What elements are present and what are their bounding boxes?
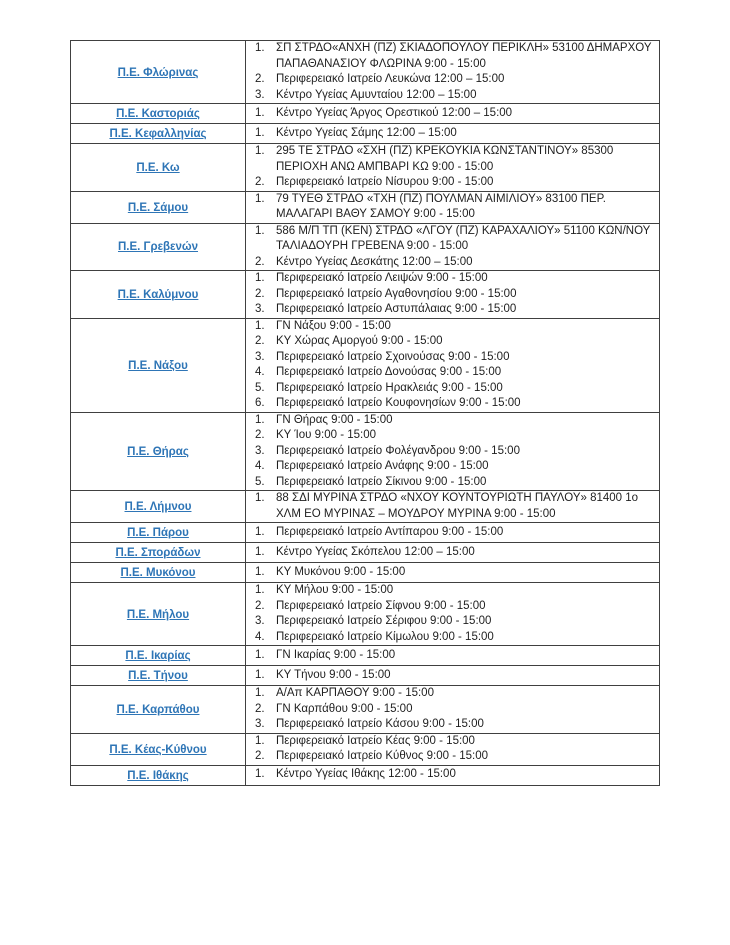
facility-item: ΓΝ Νάξου 9:00 - 15:00 (276, 319, 391, 332)
table-row (71, 733, 660, 765)
region-link[interactable]: Π.Ε. Νάξου (128, 359, 188, 372)
facility-item: ΚΥ Χώρας Αμοργού 9:00 - 15:00 (276, 335, 443, 347)
table-row (71, 543, 660, 563)
table-row (71, 646, 660, 666)
facility-item: Περιφερειακό Ιατρείο Σίφνου 9:00 - 15:00 (276, 599, 486, 612)
table-row (71, 686, 660, 734)
region-cell (71, 124, 246, 144)
facility-item: Κέντρο Υγείας Άργος Ορεστικού 12:00 – 15:00 (276, 106, 513, 119)
region-cell (71, 686, 246, 734)
facility-list-cell (246, 686, 660, 734)
region-link[interactable]: Π.Ε. Γρεβενών (117, 241, 199, 254)
region-link[interactable]: Π.Ε. Πάρου (127, 527, 189, 539)
region-link[interactable]: Π.Ε. Καλύμνου (117, 288, 199, 301)
facility-list-cell (246, 223, 660, 271)
region-cell (71, 271, 246, 319)
table-row (71, 523, 660, 543)
table-row (71, 271, 660, 319)
facility-item: Περιφερειακό Ιατρείο Κουφονησίων 9:00 - 15:00 (276, 397, 521, 409)
region-cell (71, 491, 246, 523)
facility-item: Περιφερειακό Ιατρείο Φολέγανδρου 9:00 - 15:00 (276, 444, 520, 457)
region-link[interactable]: Π.Ε. Θήρας (127, 445, 189, 458)
facility-item: Περιφερειακό Ιατρείο Αγαθονησίου 9:00 - 15:00 (276, 287, 517, 300)
region-link[interactable]: Π.Ε. Ιθάκης (127, 769, 189, 782)
region-cell (71, 646, 246, 666)
region-cell (71, 144, 246, 192)
facility-list-cell (246, 41, 660, 104)
facility-item: 295 ΤΕ ΣΤΡΔΟ «ΣΧΗ (ΠΖ) ΚΡΕΚΟΥΚΙΑ ΚΩΝΣΤΑΝΤΙΝΟΥ» 85300 ΠΕΡΙΟΧΗ ΑΝΩ ΑΜΠΒΑΡΙ ΚΩ 9:00 - 15:00 (276, 145, 614, 173)
facility-list-cell (246, 646, 660, 666)
table-row (71, 223, 660, 271)
facility-list-cell (246, 491, 660, 523)
facility-item: Περιφερειακό Ιατρείο Κέας 9:00 - 15:00 (276, 734, 475, 747)
table-row (71, 666, 660, 686)
facility-list (246, 106, 659, 122)
facility-list-cell (246, 271, 660, 319)
table-row (71, 318, 660, 412)
region-link[interactable]: Π.Ε. Τήνου (128, 670, 188, 682)
facility-item: Α/Απ ΚΑΡΠΑΘΟΥ 9:00 - 15:00 (276, 687, 434, 699)
facility-list (246, 144, 659, 191)
region-link[interactable]: Π.Ε. Μυκόνου (120, 567, 196, 579)
facility-list-cell (246, 563, 660, 583)
region-link[interactable]: Π.Ε. Καστοριάς (116, 108, 200, 120)
table-row (71, 104, 660, 124)
facility-list-cell (246, 765, 660, 785)
facility-list-cell (246, 543, 660, 563)
region-link[interactable]: Π.Ε. Σάμου (127, 201, 189, 214)
region-link[interactable]: Π.Ε. Κω (136, 161, 180, 174)
facility-list-cell (246, 124, 660, 144)
facility-item: Περιφερειακό Ιατρείο Αντίπαρου 9:00 - 15:00 (276, 525, 504, 538)
region-cell (71, 583, 246, 646)
facility-list (246, 525, 659, 541)
facility-item: 88 ΣΔΙ ΜΥΡΙΝΑ ΣΤΡΔΟ «ΝΧΟΥ ΚΟΥΝΤΟΥΡΙΩΤΗ ΠΑΥΛΟΥ» 81400 1ο ΧΛΜ ΕΟ ΜΥΡΙΝΑΣ – ΜΟΥΔΡΟΥ ΜΥΡΙΝΑ 9:00 - 15:00 (276, 492, 639, 520)
facility-item: Κέντρο Υγείας Ιθάκης 12:00 - 15:00 (276, 768, 456, 781)
facility-item: ΚΥ Τήνου 9:00 - 15:00 (276, 668, 391, 681)
region-link[interactable]: Π.Ε. Λήμνου (124, 501, 192, 513)
table-row (71, 191, 660, 223)
facility-list (246, 545, 659, 561)
region-cell (71, 523, 246, 543)
facility-item: Περιφερειακό Ιατρείο Λευκώνα 12:00 – 15:00 (276, 73, 505, 85)
region-link[interactable]: Π.Ε. Καρπάθου (116, 703, 200, 716)
facility-list-cell (246, 104, 660, 124)
table-row (71, 412, 660, 491)
facility-item: Περιφερειακό Ιατρείο Ηρακλειάς 9:00 - 15:00 (276, 381, 503, 394)
region-link[interactable]: Π.Ε. Μήλου (126, 608, 190, 621)
facility-list-cell (246, 144, 660, 192)
facility-list (246, 767, 659, 783)
region-link[interactable]: Π.Ε. Ικαρίας (125, 650, 191, 662)
facility-list-cell (246, 733, 660, 765)
facility-item: Περιφερειακό Ιατρείο Σχοινούσας 9:00 - 15:00 (276, 350, 510, 363)
facility-list (246, 192, 659, 223)
facility-list-cell (246, 523, 660, 543)
facility-list (246, 413, 659, 491)
region-cell (71, 563, 246, 583)
facility-item: Περιφερειακό Ιατρείο Νίσυρου 9:00 - 15:00 (276, 176, 494, 188)
facility-list (246, 583, 659, 645)
facility-item: ΣΠ ΣΤΡΔΟ«ΑΝΧΗ (ΠΖ) ΣΚΙΑΔΟΠΟΥΛΟΥ ΠΕΡΙΚΛΗ» 53100 ΔΗΜΑΡΧΟΥ ΠΑΠΑΘΑΝΑΣΙΟΥ ΦΛΩΡΙΝΑ 9:00 - 15:00 (276, 42, 652, 70)
table-row (71, 144, 660, 192)
facility-item: Κέντρο Υγείας Σάμης 12:00 – 15:00 (276, 126, 457, 139)
facility-item: 586 Μ/Π ΤΠ (ΚΕΝ) ΣΤΡΔΟ «ΛΓΟΥ (ΠΖ) ΚΑΡΑΧΑΛΙΟΥ» 51100 ΚΩΝ/ΝΟΥ ΤΑΛΙΑΔΟΥΡΗ ΓΡΕΒΕΝΑ 9:00 - 15:00 (276, 224, 651, 252)
facility-list (246, 491, 659, 522)
table-row (71, 124, 660, 144)
facility-list (246, 648, 659, 664)
facility-item: 79 ΤΥΕΘ ΣΤΡΔΟ «ΤΧΗ (ΠΖ) ΠΟΥΛΜΑΝ ΑΙΜΙΛΙΟΥ» 83100 ΠΕΡ. ΜΑΛΑΓΑΡΙ ΒΑΘΥ ΣΑΜΟΥ 9:00 - 15:00 (276, 192, 606, 220)
facility-item: Περιφερειακό Ιατρείο Κύθνος 9:00 - 15:00 (276, 750, 489, 762)
table-row (71, 41, 660, 104)
table-row (71, 563, 660, 583)
facility-item: Περιφερειακό Ιατρείο Σέριφου 9:00 - 15:00 (276, 615, 492, 627)
facility-list-cell (246, 191, 660, 223)
region-cell (71, 104, 246, 124)
facility-list-cell (246, 412, 660, 491)
facility-item: Κέντρο Υγείας Αμυνταίου 12:00 – 15:00 (276, 88, 477, 101)
facility-list (246, 224, 659, 271)
table-row (71, 491, 660, 523)
facility-item: Περιφερειακό Ιατρείο Σίκινου 9:00 - 15:00 (276, 475, 487, 488)
region-cell (71, 318, 246, 412)
facility-item: Περιφερειακό Ιατρείο Κίμωλου 9:00 - 15:00 (276, 630, 494, 643)
region-cell (71, 733, 246, 765)
region-link[interactable]: Π.Ε. Κεφαλληνίας (109, 128, 207, 140)
facility-list-cell (246, 583, 660, 646)
facility-list (246, 319, 659, 412)
table-body (71, 41, 660, 786)
region-cell (71, 412, 246, 491)
region-link[interactable]: Π.Ε. Φλώρινας (117, 66, 199, 79)
facility-item: Κέντρο Υγείας Δεσκάτης 12:00 – 15:00 (276, 255, 473, 268)
facility-item: ΚΥ Ίου 9:00 - 15:00 (276, 429, 377, 441)
facility-list (246, 565, 659, 581)
region-cell (71, 191, 246, 223)
region-cell (71, 41, 246, 104)
health-facilities-table (70, 40, 660, 786)
facility-list-cell (246, 666, 660, 686)
facility-item: Περιφερειακό Ιατρείο Αστυπάλαιας 9:00 - 15:00 (276, 303, 517, 315)
facility-item: ΚΥ Μήλου 9:00 - 15:00 (276, 584, 394, 596)
facility-list (246, 271, 659, 318)
facility-item: ΓΝ Καρπάθου 9:00 - 15:00 (276, 702, 413, 715)
facility-list (246, 734, 659, 765)
region-cell (71, 666, 246, 686)
table-row (71, 583, 660, 646)
facility-item: Περιφερειακό Ιατρείο Ανάφης 9:00 - 15:00 (276, 460, 489, 472)
region-cell (71, 765, 246, 785)
facility-item: ΓΝ Θήρας 9:00 - 15:00 (276, 413, 393, 426)
facility-list-cell (246, 318, 660, 412)
facility-list (246, 668, 659, 684)
facility-item: Κέντρο Υγείας Σκόπελου 12:00 – 15:00 (276, 545, 475, 558)
facility-item: Περιφερειακό Ιατρείο Δονούσας 9:00 - 15:00 (276, 366, 502, 378)
region-cell (71, 223, 246, 271)
region-cell (71, 543, 246, 563)
facility-list (246, 126, 659, 142)
region-link[interactable]: Π.Ε. Κέας-Κύθνου (109, 743, 207, 756)
region-link[interactable]: Π.Ε. Σποράδων (115, 547, 201, 559)
table-row (71, 765, 660, 785)
facility-list (246, 686, 659, 733)
facility-list (246, 41, 659, 103)
facility-item: Περιφερειακό Ιατρείο Λειψών 9:00 - 15:00 (276, 272, 488, 284)
facility-item: Περιφερειακό Ιατρείο Κάσου 9:00 - 15:00 (276, 718, 484, 730)
facility-item: ΓΝ Ικαρίας 9:00 - 15:00 (276, 648, 396, 661)
facility-item: ΚΥ Μυκόνου 9:00 - 15:00 (276, 565, 406, 578)
